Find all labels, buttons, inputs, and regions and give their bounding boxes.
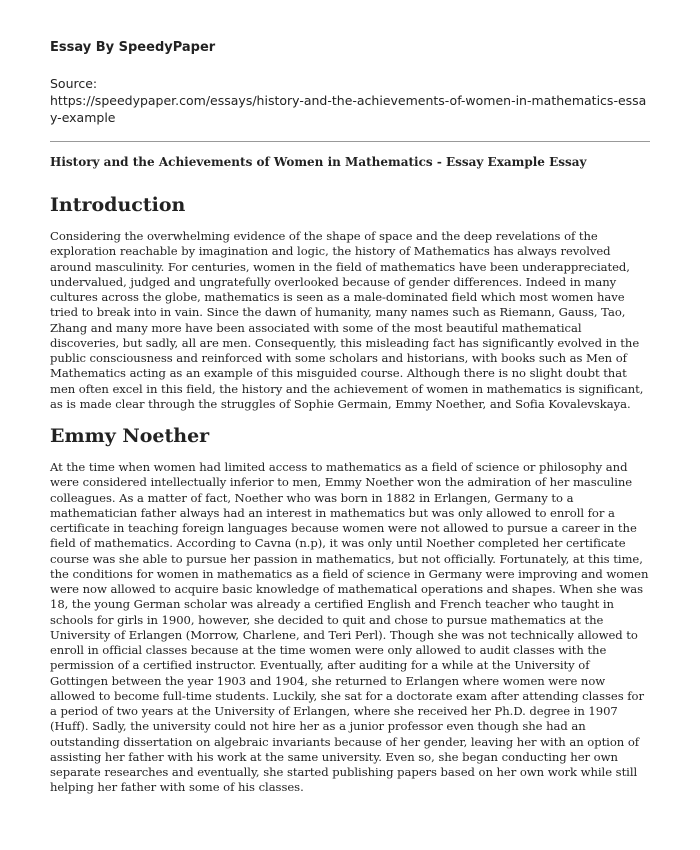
source-url[interactable]: https://speedypaper.com/essays/history-and-the-achievements-of-women-in-mathematics-essay-example bbox=[50, 93, 647, 125]
essay-page bbox=[50, 40, 650, 808]
section-heading: Introduction bbox=[50, 194, 186, 216]
document-title: History and the Achievements of Women in Mathematics - Essay Example Essay bbox=[50, 155, 587, 169]
section-introduction bbox=[50, 193, 650, 412]
source-label: Source: bbox=[50, 76, 98, 91]
section-body: Considering the overwhelming evidence of the shape of space and the deep revelations of the exploration reachable by imagination and logic, the history of Mathematics has always revolved around masculinity. For centuries, women in the field of mathematics have been underappreciated, undervalued, judged and ungratefully overlooked because of gender differences. Indeed in many cultures across the globe, mathematics is seen as a male-dominated field which most women have tried to break into in vain. Since the dawn of humanity, many names such as Riemann, Gauss, Tao, Zhang and many more have been associated with some of the most beautiful mathematical discoveries, but sadly, all are men. Consequently, this misleading fact has significantly evolved in the public consciousness and reinforced with some scholars and historians, with books such as Men of Mathematics acting as an example of this misguided course. Although there is no slight doubt that men often excel in this field, the history and the achievement of women in mathematics is significant, as is made clear through the struggles of Sophie Germain, Emmy Noether, and Sofia Kovalevskaya. bbox=[50, 229, 644, 411]
header-divider bbox=[50, 141, 650, 142]
section-heading: Emmy Noether bbox=[50, 425, 210, 447]
section-body: At the time when women had limited access to mathematics as a field of science or philosophy and were considered intellectually inferior to men, Emmy Noether won the admiration of her masculine colleagues. As a matter of fact, Noether who was born in 1882 in Erlangen, Germany to a mathematician father always had an interest in mathematics but was only allowed to enroll for a certificate in teaching foreign languages because women were not allowed to pursue a career in the field of mathematics. According to Cavna (n.p), it was only until Noether completed her certificate course was she able to pursue her passion in mathematics, but not officially. Fortunately, at this time, the conditions for women in mathematics as a field of science in Germany were improving and women were now allowed to acquire basic knowledge of mathematical operations and shapes. When she was 18, the young German scholar was already a certified English and French teacher who taught in schools for girls in 1900, however, she decided to quit and chose to pursue mathematics at the University of Erlangen (Morrow, Charlene, and Teri Perl). Though she was not technically allowed to enroll in official classes because at the time women were only allowed to audit classes with the permission of a certified instructor. Eventually, after auditing for a while at the University of Gottingen between the year 1903 and 1904, she returned to Erlangen where women were now allowed to become full-time students. Luckily, she sat for a doctorate exam after attending classes for a period of two years at the University of Erlangen, where she received her Ph.D. degree in 1907 (Huff). Sadly, the university could not hire her as a junior professor even though she had an outstanding dissertation on algebraic invariants because of her gender, leaving her with an option of assisting her father with his work at the same university. Even so, she began conducting her own separate researches and eventually, she started publishing papers based on her own work while still helping her father with some of his classes. bbox=[50, 460, 649, 795]
brand-title: Essay By SpeedyPaper bbox=[50, 40, 216, 55]
section-emmy-noether bbox=[50, 424, 650, 796]
